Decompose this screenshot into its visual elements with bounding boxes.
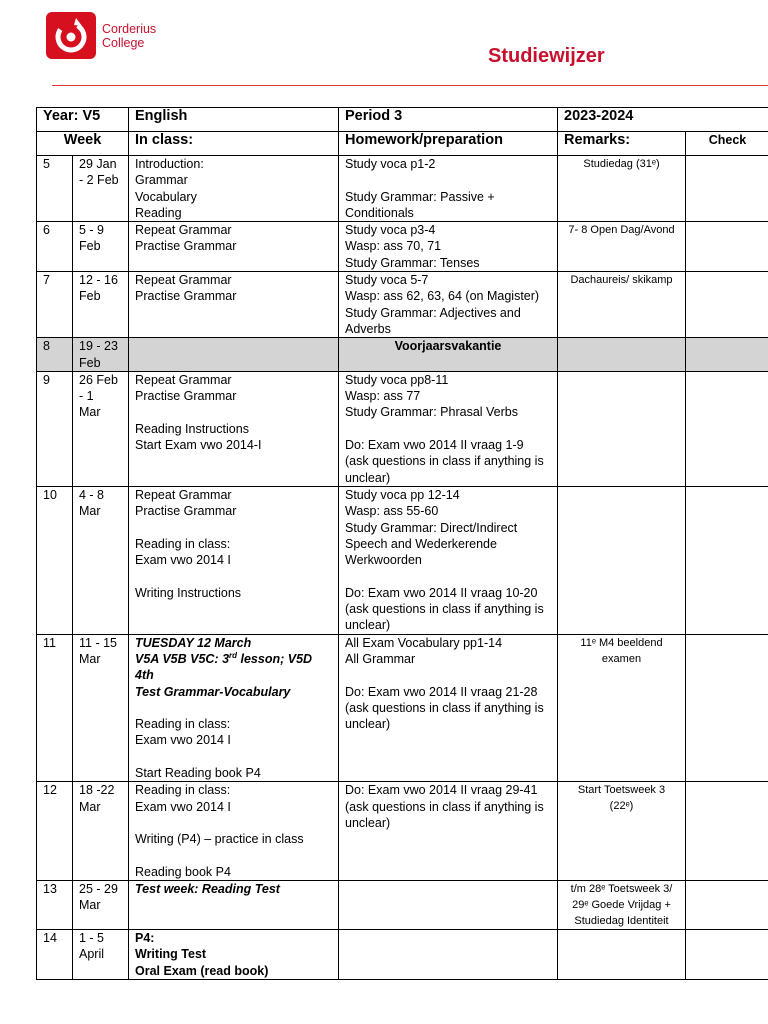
logo-text xyxy=(102,22,156,50)
cell-line xyxy=(345,568,551,584)
cell-line: Adverbs xyxy=(345,321,391,336)
cell-line: Speech and Wederkerende xyxy=(345,536,497,551)
table-header-row-1 xyxy=(37,108,768,132)
cell-line: Practise Grammar xyxy=(135,289,237,304)
cell-line: (ask questions in class if anything is xyxy=(345,602,544,617)
cell-line: (ask questions in class if anything is xyxy=(345,799,544,814)
week-number-cell: 11 xyxy=(37,634,73,782)
remarks-cell: Studiedag (31ᵉ) xyxy=(558,156,686,222)
week-dates-cell: 5 - 9 Feb xyxy=(73,222,129,272)
table-row xyxy=(37,881,768,930)
in-class-cell xyxy=(129,156,339,222)
check-cell xyxy=(686,634,768,782)
in-class-cell xyxy=(129,338,339,372)
cell-line: Writing Test xyxy=(135,947,207,962)
cell-line: Study voca pp 12-14 xyxy=(345,487,460,502)
table-row xyxy=(37,222,768,272)
week-number-cell: 8 xyxy=(37,338,73,372)
cell-line: Grammar xyxy=(135,173,188,188)
cell-line: Wasp: ass 62, 63, 64 (on Magister) xyxy=(345,289,540,304)
table-row xyxy=(37,634,768,782)
cell-line: Repeat Grammar xyxy=(135,223,232,238)
year-cell: Year: V5 xyxy=(37,108,129,132)
week-number-cell: 6 xyxy=(37,222,73,272)
subject-cell: English xyxy=(129,108,339,132)
in-class-cell xyxy=(129,930,339,980)
cell-line: Start Exam vwo 2014-I xyxy=(135,438,262,453)
week-number-cell: 5 xyxy=(37,156,73,222)
cell-line: All Grammar xyxy=(345,651,416,666)
week-number-cell: 12 xyxy=(37,782,73,881)
cell-line: unclear) xyxy=(345,815,391,830)
cell-line: unclear) xyxy=(345,470,391,485)
remarks-cell: 7- 8 Open Dag/Avond xyxy=(558,222,686,272)
check-cell xyxy=(686,782,768,881)
week-dates-cell: 19 - 23 Feb xyxy=(73,338,129,372)
in-class-cell xyxy=(129,486,339,634)
cell-line: V5A V5B V5C: 3rd lesson; V5D 4th xyxy=(135,650,316,683)
cell-line: Study Grammar: Phrasal Verbs xyxy=(345,405,518,420)
cell-line xyxy=(345,421,551,437)
logo-line-1: Corderius xyxy=(102,21,157,36)
check-cell xyxy=(686,338,768,372)
week-dates-cell: 29 Jan - 2 Feb xyxy=(73,156,129,222)
cell-line: Reading in class: xyxy=(135,783,231,798)
vacation-label: Voorjaarsvakantie xyxy=(339,338,558,372)
cell-line: Werkwoorden xyxy=(345,553,422,568)
cell-line xyxy=(345,667,551,683)
homework-header: Homework/preparation xyxy=(339,132,558,156)
corderius-logo-icon xyxy=(46,12,96,59)
cell-line xyxy=(135,404,332,420)
remarks-cell xyxy=(558,486,686,634)
week-dates-cell: 11 - 15 Mar xyxy=(73,634,129,782)
cell-line: Do: Exam vwo 2014 II vraag 29-41 xyxy=(345,783,538,798)
cell-line: Study voca p1-2 xyxy=(345,157,436,171)
header-divider xyxy=(52,85,768,86)
week-number-cell: 7 xyxy=(37,272,73,338)
cell-line: Writing Instructions xyxy=(135,585,242,600)
check-header: Check xyxy=(686,132,768,156)
week-number-cell: 9 xyxy=(37,371,73,486)
page-header xyxy=(0,0,768,100)
week-dates-cell: 1 - 5 April xyxy=(73,930,129,980)
week-dates-cell: 18 -22 Mar xyxy=(73,782,129,881)
cell-line: Practise Grammar xyxy=(135,389,237,404)
table-row xyxy=(37,486,768,634)
page-title: Studiewijzer xyxy=(488,45,605,67)
cell-line: Do: Exam vwo 2014 II vraag 10-20 xyxy=(345,585,538,600)
week-dates-cell: 26 Feb - 1 Mar xyxy=(73,371,129,486)
cell-line xyxy=(135,568,332,584)
cell-line: Practise Grammar xyxy=(135,239,237,254)
cell-line: Do: Exam vwo 2014 II vraag 21-28 xyxy=(345,684,538,699)
week-header: Week xyxy=(37,132,129,156)
cell-line: Wasp: ass 70, 71 xyxy=(345,239,442,254)
week-number-cell: 14 xyxy=(37,930,73,980)
cell-line: Practise Grammar xyxy=(135,504,237,519)
cell-line: (ask questions in class if anything is xyxy=(345,700,544,715)
cell-line: Study Grammar: Tenses xyxy=(345,255,480,270)
cell-line: Study voca 5-7 xyxy=(345,273,429,288)
table-row xyxy=(37,782,768,881)
homework-cell xyxy=(339,930,558,980)
homework-cell xyxy=(339,156,558,222)
remarks-cell: t/m 28ᵉ Toetsweek 3/ 29ᵉ Goede Vrijdag + Studiedag Identiteit xyxy=(558,881,686,930)
cell-line: Wasp: ass 77 xyxy=(345,389,421,404)
cell-line: unclear) xyxy=(345,717,391,732)
cell-line: P4: xyxy=(135,931,155,946)
cell-line: Study Grammar: Passive + xyxy=(345,189,495,204)
remarks-cell: Dachaureis/ skikamp xyxy=(558,272,686,338)
cell-line: Start Reading book P4 xyxy=(135,765,261,780)
homework-cell xyxy=(339,634,558,782)
check-cell xyxy=(686,156,768,222)
in-class-cell xyxy=(129,222,339,272)
week-dates-cell: 4 - 8 Mar xyxy=(73,486,129,634)
cell-line: Oral Exam (read book) xyxy=(135,963,269,978)
table-header-row-2 xyxy=(37,132,768,156)
logo-line-2: College xyxy=(102,35,145,50)
schedule-table xyxy=(36,107,768,980)
cell-line: Repeat Grammar xyxy=(135,487,232,502)
in-class-header: In class: xyxy=(129,132,339,156)
cell-line xyxy=(345,172,551,188)
in-class-cell xyxy=(129,634,339,782)
remarks-cell xyxy=(558,371,686,486)
cell-line: Introduction: xyxy=(135,157,204,171)
check-cell xyxy=(686,930,768,980)
cell-line xyxy=(135,520,332,536)
in-class-cell xyxy=(129,881,339,930)
table-row xyxy=(37,371,768,486)
homework-cell xyxy=(339,782,558,881)
cell-line: Conditionals xyxy=(345,205,414,220)
cell-line: Vocabulary xyxy=(135,189,197,204)
in-class-cell xyxy=(129,272,339,338)
cell-line: Repeat Grammar xyxy=(135,273,232,288)
table-row xyxy=(37,930,768,980)
cell-line: Study Grammar: Adjectives and xyxy=(345,305,521,320)
homework-cell xyxy=(339,222,558,272)
cell-line: Repeat Grammar xyxy=(135,372,232,387)
school-logo xyxy=(46,12,156,59)
cell-line: Study voca pp8-11 xyxy=(345,372,449,387)
table-row xyxy=(37,272,768,338)
table-row xyxy=(37,156,768,222)
remarks-header: Remarks: xyxy=(558,132,686,156)
cell-line: unclear) xyxy=(345,618,391,633)
cell-line: (ask questions in class if anything is xyxy=(345,454,544,469)
remarks-cell: Start Toetsweek 3 (22ᵉ) xyxy=(558,782,686,881)
homework-cell xyxy=(339,881,558,930)
cell-line xyxy=(135,815,332,831)
week-number-cell: 13 xyxy=(37,881,73,930)
cell-line xyxy=(135,749,332,765)
cell-line: Exam vwo 2014 I xyxy=(135,799,231,814)
table-row xyxy=(37,338,768,372)
cell-line: Reading in class: xyxy=(135,717,231,732)
cell-line: Reading Instructions xyxy=(135,421,249,436)
homework-cell xyxy=(339,272,558,338)
cell-line: Reading in class: xyxy=(135,536,231,551)
remarks-cell xyxy=(558,930,686,980)
check-cell xyxy=(686,486,768,634)
remarks-cell: 11ᵉ M4 beeldend examen xyxy=(558,634,686,782)
cell-line: Wasp: ass 55-60 xyxy=(345,504,439,519)
cell-line xyxy=(135,847,332,863)
check-cell xyxy=(686,371,768,486)
week-number-cell: 10 xyxy=(37,486,73,634)
period-cell: Period 3 xyxy=(339,108,558,132)
remarks-cell xyxy=(558,338,686,372)
cell-line: Writing (P4) – practice in class xyxy=(135,832,304,847)
cell-line: Reading xyxy=(135,205,182,220)
cell-line: Exam vwo 2014 I xyxy=(135,733,231,748)
cell-line: TUESDAY 12 March xyxy=(135,635,252,650)
check-cell xyxy=(686,881,768,930)
cell-line xyxy=(135,700,332,716)
cell-line: Do: Exam vwo 2014 II vraag 1-9 xyxy=(345,438,524,453)
cell-line: Study voca p3-4 xyxy=(345,223,436,238)
schoolyear-cell: 2023-2024 xyxy=(558,108,768,132)
week-dates-cell: 25 - 29 Mar xyxy=(73,881,129,930)
check-cell xyxy=(686,222,768,272)
cell-line: Test week: Reading Test xyxy=(135,882,280,897)
cell-line: Reading book P4 xyxy=(135,864,231,879)
in-class-cell xyxy=(129,782,339,881)
in-class-cell xyxy=(129,371,339,486)
cell-line: Test Grammar-Vocabulary xyxy=(135,684,291,699)
cell-line: Exam vwo 2014 I xyxy=(135,553,231,568)
check-cell xyxy=(686,272,768,338)
cell-line: Study Grammar: Direct/Indirect xyxy=(345,520,518,535)
cell-line: All Exam Vocabulary pp1-14 xyxy=(345,635,503,650)
week-dates-cell: 12 - 16 Feb xyxy=(73,272,129,338)
homework-cell xyxy=(339,486,558,634)
homework-cell xyxy=(339,371,558,486)
